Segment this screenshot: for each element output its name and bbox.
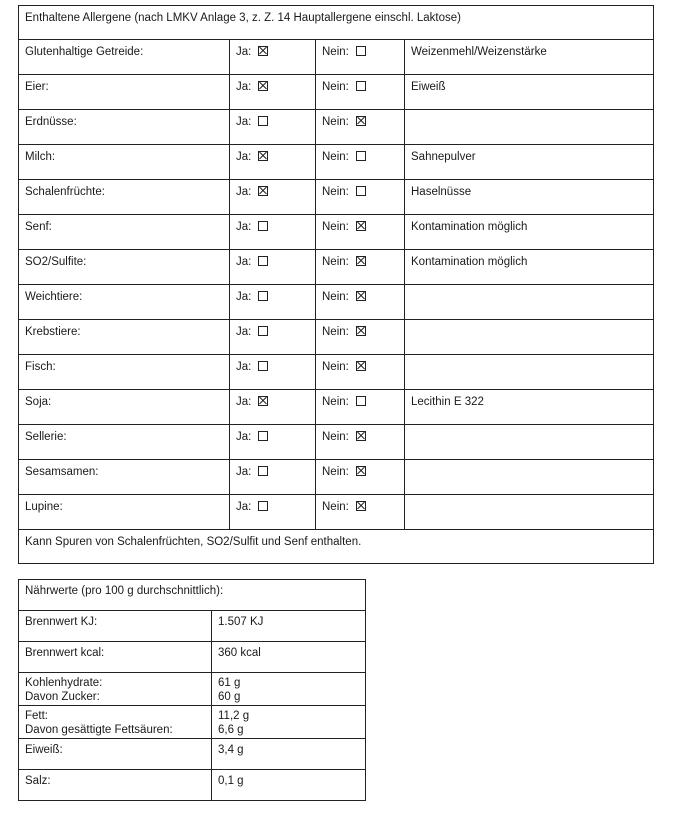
yes-label: Ja: <box>236 186 252 198</box>
nutrient-value-cell <box>212 706 366 739</box>
empty-box-icon <box>356 151 366 161</box>
nutrition-row <box>19 611 366 642</box>
allergen-name: Erdnüsse: <box>19 110 230 145</box>
allergen-row <box>19 355 654 390</box>
nutrient-value: 0,1 g <box>218 775 244 787</box>
checked-box-icon <box>356 326 366 336</box>
yes-label: Ja: <box>236 151 252 163</box>
allergen-note: Kontamination möglich <box>405 215 654 250</box>
nutrient-value-cell <box>212 770 366 801</box>
allergen-note <box>405 320 654 355</box>
allergen-yes-cell <box>230 355 316 390</box>
allergen-yes-cell <box>230 180 316 215</box>
nutrition-row <box>19 706 366 739</box>
nutrient-label: Salz: <box>25 775 51 787</box>
allergen-name: Schalenfrüchte: <box>19 180 230 215</box>
no-label: Nein: <box>322 46 349 58</box>
yes-label: Ja: <box>236 466 252 478</box>
allergen-no-cell <box>316 250 405 285</box>
allergen-yes-cell <box>230 460 316 495</box>
allergen-name: Lupine: <box>19 495 230 530</box>
yes-label: Ja: <box>236 116 252 128</box>
no-label: Nein: <box>322 291 349 303</box>
allergen-no-cell <box>316 75 405 110</box>
checked-box-icon <box>258 81 268 91</box>
allergen-no-cell <box>316 180 405 215</box>
allergen-yes-cell <box>230 495 316 530</box>
nutrition-row <box>19 770 366 801</box>
no-label: Nein: <box>322 396 349 408</box>
allergen-header: Enthaltene Allergene (nach LMKV Anlage 3, z. Z. 14 Hauptallergene einschl. Laktose) <box>19 6 654 40</box>
checked-box-icon <box>356 256 366 266</box>
nutrient-label: Brennwert kcal: <box>25 647 105 659</box>
nutrient-value-cell <box>212 673 366 706</box>
nutrient-value: 11,2 g <box>218 710 250 722</box>
allergen-no-cell <box>316 285 405 320</box>
nutrient-label: Fett: <box>25 710 49 722</box>
allergen-no-cell <box>316 495 405 530</box>
checked-box-icon <box>356 221 366 231</box>
allergen-no-cell <box>316 110 405 145</box>
checked-box-icon <box>258 186 268 196</box>
allergen-row <box>19 495 654 530</box>
checked-box-icon <box>356 501 366 511</box>
allergen-row <box>19 390 654 425</box>
allergen-note: Kontamination möglich <box>405 250 654 285</box>
checked-box-icon <box>356 431 366 441</box>
allergen-row <box>19 110 654 145</box>
allergen-no-cell <box>316 425 405 460</box>
yes-label: Ja: <box>236 501 252 513</box>
checked-box-icon <box>356 116 366 126</box>
nutrient-label-cell <box>19 611 212 642</box>
nutrient-label: Davon Zucker: <box>25 691 100 703</box>
empty-box-icon <box>356 46 366 56</box>
nutrient-label-cell <box>19 770 212 801</box>
allergen-name: Senf: <box>19 215 230 250</box>
checked-box-icon <box>356 291 366 301</box>
nutrient-label: Kohlenhydrate: <box>25 677 103 689</box>
nutrition-row <box>19 673 366 706</box>
allergen-yes-cell <box>230 40 316 75</box>
allergen-name: SO2/Sulfite: <box>19 250 230 285</box>
no-label: Nein: <box>322 221 349 233</box>
allergen-row <box>19 425 654 460</box>
empty-box-icon <box>356 81 366 91</box>
yes-label: Ja: <box>236 326 252 338</box>
allergen-name: Sesamsamen: <box>19 460 230 495</box>
allergen-yes-cell <box>230 390 316 425</box>
allergen-note <box>405 110 654 145</box>
yes-label: Ja: <box>236 46 252 58</box>
checked-box-icon <box>258 151 268 161</box>
empty-box-icon <box>258 291 268 301</box>
no-label: Nein: <box>322 256 349 268</box>
empty-box-icon <box>356 396 366 406</box>
allergen-yes-cell <box>230 285 316 320</box>
allergen-name: Fisch: <box>19 355 230 390</box>
checked-box-icon <box>356 466 366 476</box>
nutrient-value: 360 kcal <box>218 647 261 659</box>
yes-label: Ja: <box>236 256 252 268</box>
allergen-footer: Kann Spuren von Schalenfrüchten, SO2/Sulfit und Senf enthalten. <box>19 530 654 564</box>
empty-box-icon <box>258 466 268 476</box>
allergen-note: Sahnepulver <box>405 145 654 180</box>
allergen-note <box>405 285 654 320</box>
allergen-yes-cell <box>230 145 316 180</box>
yes-label: Ja: <box>236 431 252 443</box>
allergen-name: Glutenhaltige Getreide: <box>19 40 230 75</box>
allergen-no-cell <box>316 145 405 180</box>
allergen-note <box>405 460 654 495</box>
yes-label: Ja: <box>236 81 252 93</box>
no-label: Nein: <box>322 81 349 93</box>
allergen-footer-row <box>19 530 654 564</box>
allergen-note: Lecithin E 322 <box>405 390 654 425</box>
no-label: Nein: <box>322 151 349 163</box>
no-label: Nein: <box>322 431 349 443</box>
allergen-row <box>19 180 654 215</box>
allergen-row <box>19 40 654 75</box>
allergen-note <box>405 355 654 390</box>
allergen-row <box>19 460 654 495</box>
nutrition-table <box>18 579 366 801</box>
empty-box-icon <box>258 221 268 231</box>
allergen-note: Haselnüsse <box>405 180 654 215</box>
empty-box-icon <box>258 361 268 371</box>
nutrient-value: 6,6 g <box>218 724 244 736</box>
nutrient-label: Eiweiß: <box>25 744 63 756</box>
yes-label: Ja: <box>236 361 252 373</box>
allergen-name: Sellerie: <box>19 425 230 460</box>
nutrient-label-cell <box>19 642 212 673</box>
nutrient-value-cell <box>212 611 366 642</box>
no-label: Nein: <box>322 116 349 128</box>
allergen-row <box>19 145 654 180</box>
empty-box-icon <box>258 501 268 511</box>
nutrient-label-cell <box>19 673 212 706</box>
checked-box-icon <box>258 396 268 406</box>
nutrient-label-cell <box>19 706 212 739</box>
empty-box-icon <box>356 186 366 196</box>
yes-label: Ja: <box>236 396 252 408</box>
allergen-name: Soja: <box>19 390 230 425</box>
nutrient-label-cell <box>19 739 212 770</box>
allergen-no-cell <box>316 460 405 495</box>
allergen-no-cell <box>316 320 405 355</box>
allergen-table <box>18 5 654 564</box>
checked-box-icon <box>258 46 268 56</box>
allergen-name: Weichtiere: <box>19 285 230 320</box>
allergen-header-row <box>19 6 654 40</box>
nutrient-value-cell <box>212 739 366 770</box>
no-label: Nein: <box>322 361 349 373</box>
empty-box-icon <box>258 326 268 336</box>
nutrient-label: Davon gesättigte Fettsäuren: <box>25 724 173 736</box>
allergen-yes-cell <box>230 425 316 460</box>
yes-label: Ja: <box>236 221 252 233</box>
allergen-row <box>19 250 654 285</box>
allergen-yes-cell <box>230 250 316 285</box>
allergen-no-cell <box>316 355 405 390</box>
no-label: Nein: <box>322 326 349 338</box>
allergen-no-cell <box>316 390 405 425</box>
nutrient-label: Brennwert KJ: <box>25 616 98 628</box>
allergen-note: Eiweiß <box>405 75 654 110</box>
allergen-note <box>405 425 654 460</box>
allergen-yes-cell <box>230 75 316 110</box>
allergen-note: Weizenmehl/Weizenstärke <box>405 40 654 75</box>
nutrition-header-row <box>19 580 366 611</box>
nutrient-value: 61 g <box>218 677 241 689</box>
no-label: Nein: <box>322 466 349 478</box>
nutrient-value-cell <box>212 642 366 673</box>
allergen-row <box>19 215 654 250</box>
allergen-row <box>19 75 654 110</box>
allergen-note <box>405 495 654 530</box>
no-label: Nein: <box>322 501 349 513</box>
allergen-name: Krebstiere: <box>19 320 230 355</box>
allergen-row <box>19 320 654 355</box>
nutrient-value: 60 g <box>218 691 241 703</box>
allergen-name: Milch: <box>19 145 230 180</box>
checked-box-icon <box>356 361 366 371</box>
nutrition-row <box>19 739 366 770</box>
allergen-row <box>19 285 654 320</box>
allergen-no-cell <box>316 40 405 75</box>
no-label: Nein: <box>322 186 349 198</box>
empty-box-icon <box>258 116 268 126</box>
allergen-yes-cell <box>230 110 316 145</box>
allergen-name: Eier: <box>19 75 230 110</box>
nutrition-row <box>19 642 366 673</box>
empty-box-icon <box>258 256 268 266</box>
nutrient-value: 3,4 g <box>218 744 244 756</box>
nutrition-header: Nährwerte (pro 100 g durchschnittlich): <box>19 580 366 611</box>
nutrient-value: 1.507 KJ <box>218 616 264 628</box>
allergen-yes-cell <box>230 320 316 355</box>
allergen-yes-cell <box>230 215 316 250</box>
allergen-no-cell <box>316 215 405 250</box>
empty-box-icon <box>258 431 268 441</box>
yes-label: Ja: <box>236 291 252 303</box>
